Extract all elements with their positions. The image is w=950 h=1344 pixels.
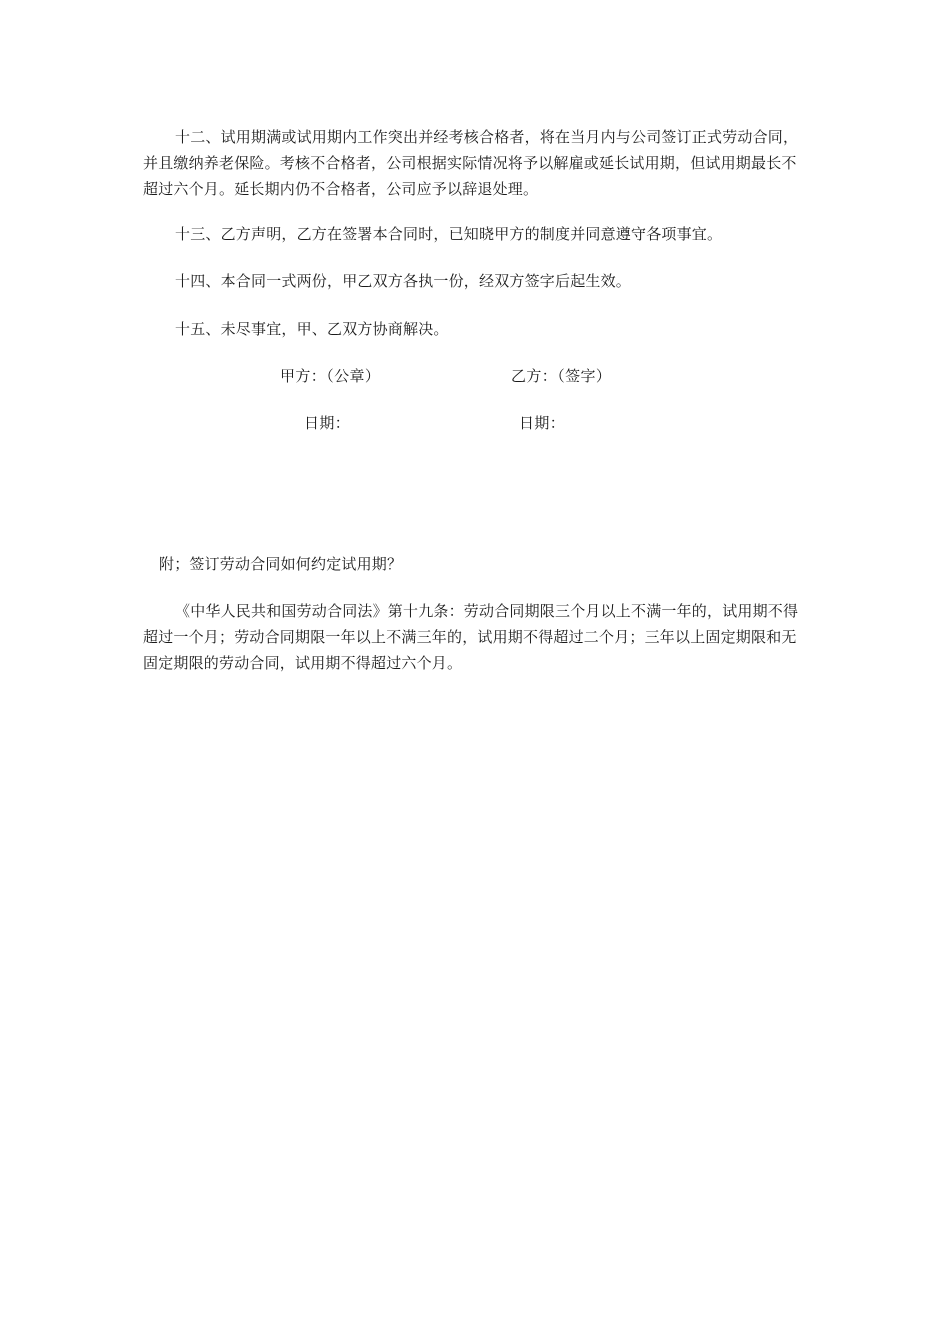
clause-13: 十三、乙方声明，乙方在签署本合同时，已知晓甲方的制度并同意遵守各项事宜。 (175, 225, 723, 243)
clause-14: 十四、本合同一式两份，甲乙双方各执一份，经双方签字后起生效。 (175, 272, 632, 290)
appendix-title: 附；签订劳动合同如何约定试用期？ (159, 555, 403, 573)
clause-15: 十五、未尽事宜，甲、乙双方协商解决。 (175, 320, 449, 338)
party-b-date: 日期： (519, 414, 566, 432)
party-a-label: 甲方：（公章） (280, 367, 381, 385)
appendix-body: 《中华人民共和国劳动合同法》第十九条：劳动合同期限三个月以上不满一年的，试用期不得超过一个月；劳动合同期限一年以上不满三年的，试用期不得超过二个月；三年以上固定期限和无固定期限的劳动合同，试用期不得超过六个月。 (143, 602, 799, 672)
party-a-date: 日期： (304, 414, 351, 432)
clause-12: 十二、试用期满或试用期内工作突出并经考核合格者，将在当月内与公司签订正式劳动合同，并且缴纳养老保险。考核不合格者，公司根据实际情况将予以解雇或延长试用期，但试用期最长不超过六个月。延长期内仍不合格者，公司应予以辞退处理。 (143, 128, 799, 198)
party-b-label: 乙方：（签字） (511, 367, 612, 385)
